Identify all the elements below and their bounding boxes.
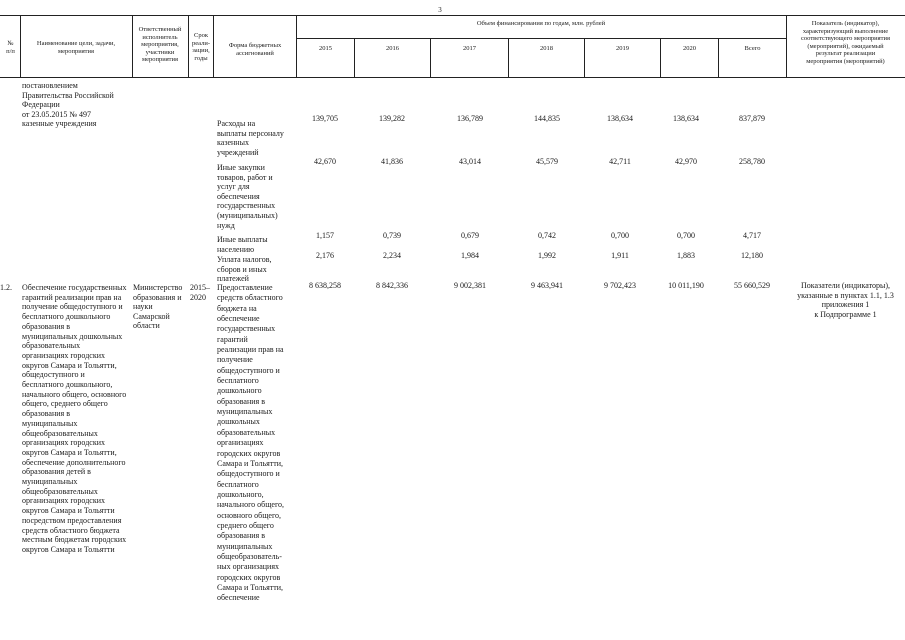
value-2017: 0,679 bbox=[461, 231, 479, 240]
value-2016: 8 842,336 bbox=[376, 281, 408, 290]
value-2015: 42,670 bbox=[314, 157, 336, 166]
header-year-2020: 2020 bbox=[683, 45, 696, 52]
value-2017: 43,014 bbox=[459, 157, 481, 166]
value-2019: 0,700 bbox=[611, 231, 629, 240]
item-term: 2015– 2020 bbox=[190, 283, 210, 302]
form-cell: Иные закупки товаров, работ и услуг для обеспечения государственных (муниципальных) нужд bbox=[217, 163, 278, 230]
value-2020: 138,634 bbox=[673, 114, 699, 123]
value-2019: 9 702,423 bbox=[604, 281, 636, 290]
value-2015: 139,705 bbox=[312, 114, 338, 123]
value-2017: 9 002,381 bbox=[454, 281, 486, 290]
value-2019: 1,911 bbox=[611, 251, 629, 260]
continuation-name: постановлением Правительства Российской Федерации от 23.05.2015 № 497 казенные учреждения bbox=[22, 81, 114, 129]
header-form: Форма бюджетных ассигнований bbox=[228, 42, 282, 57]
header-year-2019: 2019 bbox=[616, 45, 629, 52]
header-year-2016: 2016 bbox=[386, 45, 399, 52]
value-total: 12,180 bbox=[741, 251, 763, 260]
value-2017: 1,984 bbox=[461, 251, 479, 260]
value-2016: 0,739 bbox=[383, 231, 401, 240]
value-2018: 9 463,941 bbox=[531, 281, 563, 290]
item-name: Обеспечение государственных гарантий реализации прав на получение общедоступного и бесплатного дошкольного образования в муниципальных дошкольных образовательных организациях городских округов Самара и Тольятти, общедоступного и бесплатного дошкольного, начального общего, основного общего, среднего общего образования в муниципальных общеобразовательных организациях городских округов Самара и Тольятти, обеспечение дополнительного образования детей в муниципальных общеобразовательных организациях городских округов Самара и Тольятти посредством предоставления средств областного бюджета местным бюджетам городских округов Самара и Тольятти bbox=[22, 283, 127, 554]
page-number: 3 bbox=[438, 6, 442, 14]
header-term: Срок реали- зации, годы bbox=[191, 32, 211, 62]
value-2018: 0,742 bbox=[538, 231, 556, 240]
value-2020: 42,970 bbox=[675, 157, 697, 166]
value-2016: 139,282 bbox=[379, 114, 405, 123]
header-indicator: Показатель (индикатор), характеризующий выполнение соответствующего мероприятия (мероприятий), ожидаемый результат реализации мероприятия (мероприятий) bbox=[801, 20, 890, 65]
value-2015: 8 638,258 bbox=[309, 281, 341, 290]
form-cell: Расходы на выплаты персоналу казенных учреждений bbox=[217, 119, 284, 157]
header-year-2015: 2015 bbox=[319, 45, 332, 52]
value-2018: 45,579 bbox=[536, 157, 558, 166]
header-year-2018: 2018 bbox=[540, 45, 553, 52]
item-number: 1.2. bbox=[0, 283, 12, 292]
value-2020: 10 011,190 bbox=[668, 281, 704, 290]
value-2020: 1,883 bbox=[677, 251, 695, 260]
value-2020: 0,700 bbox=[677, 231, 695, 240]
value-2015: 1,157 bbox=[316, 231, 334, 240]
header-funding-group: Объем финансирования по годам, млн. рублей bbox=[476, 20, 606, 27]
value-2017: 136,789 bbox=[457, 114, 483, 123]
header-num: № п/п bbox=[6, 40, 15, 55]
value-total: 4,717 bbox=[743, 231, 761, 240]
value-2018: 1,992 bbox=[538, 251, 556, 260]
item-responsible: Министерство образования и науки Самарской области bbox=[133, 283, 183, 331]
item-indicator: Показатели (индикаторы), указанные в пунктах 1.1, 1.3 приложения 1 к Подпрограмме 1 bbox=[797, 281, 894, 319]
header-year-2017: 2017 bbox=[463, 45, 476, 52]
form-cell: Уплата налогов, сборов и иных платежей bbox=[217, 255, 272, 284]
value-2016: 41,836 bbox=[381, 157, 403, 166]
form-cell: Иные выплаты населению bbox=[217, 235, 268, 254]
item-form: Предоставление средств областного бюджета на обеспечение государственных гарантий реализации прав на получение общедоступного и бесплатного дошкольного образования в муниципальных дошкольных образовательных организациях городских округов Самара и Тольятти, общедоступного и бесплатного дошкольного, начального общего, основного общего, среднего общего образования в муниципальных общеобразователь- ных организациях городских округов Самара и Тольятти, обеспечение bbox=[217, 283, 285, 603]
value-2018: 144,835 bbox=[534, 114, 560, 123]
value-2019: 138,634 bbox=[607, 114, 633, 123]
value-2019: 42,711 bbox=[609, 157, 631, 166]
value-total: 837,879 bbox=[739, 114, 765, 123]
value-total: 258,780 bbox=[739, 157, 765, 166]
header-total: Всего bbox=[744, 45, 761, 52]
header-responsible: Ответственный исполнитель мероприятия, участники мероприятия bbox=[138, 26, 182, 64]
value-2015: 2,176 bbox=[316, 251, 334, 260]
value-total: 55 660,529 bbox=[734, 281, 770, 290]
header-name: Наименование цели, задачи, мероприятия bbox=[36, 40, 116, 55]
value-2016: 2,234 bbox=[383, 251, 401, 260]
